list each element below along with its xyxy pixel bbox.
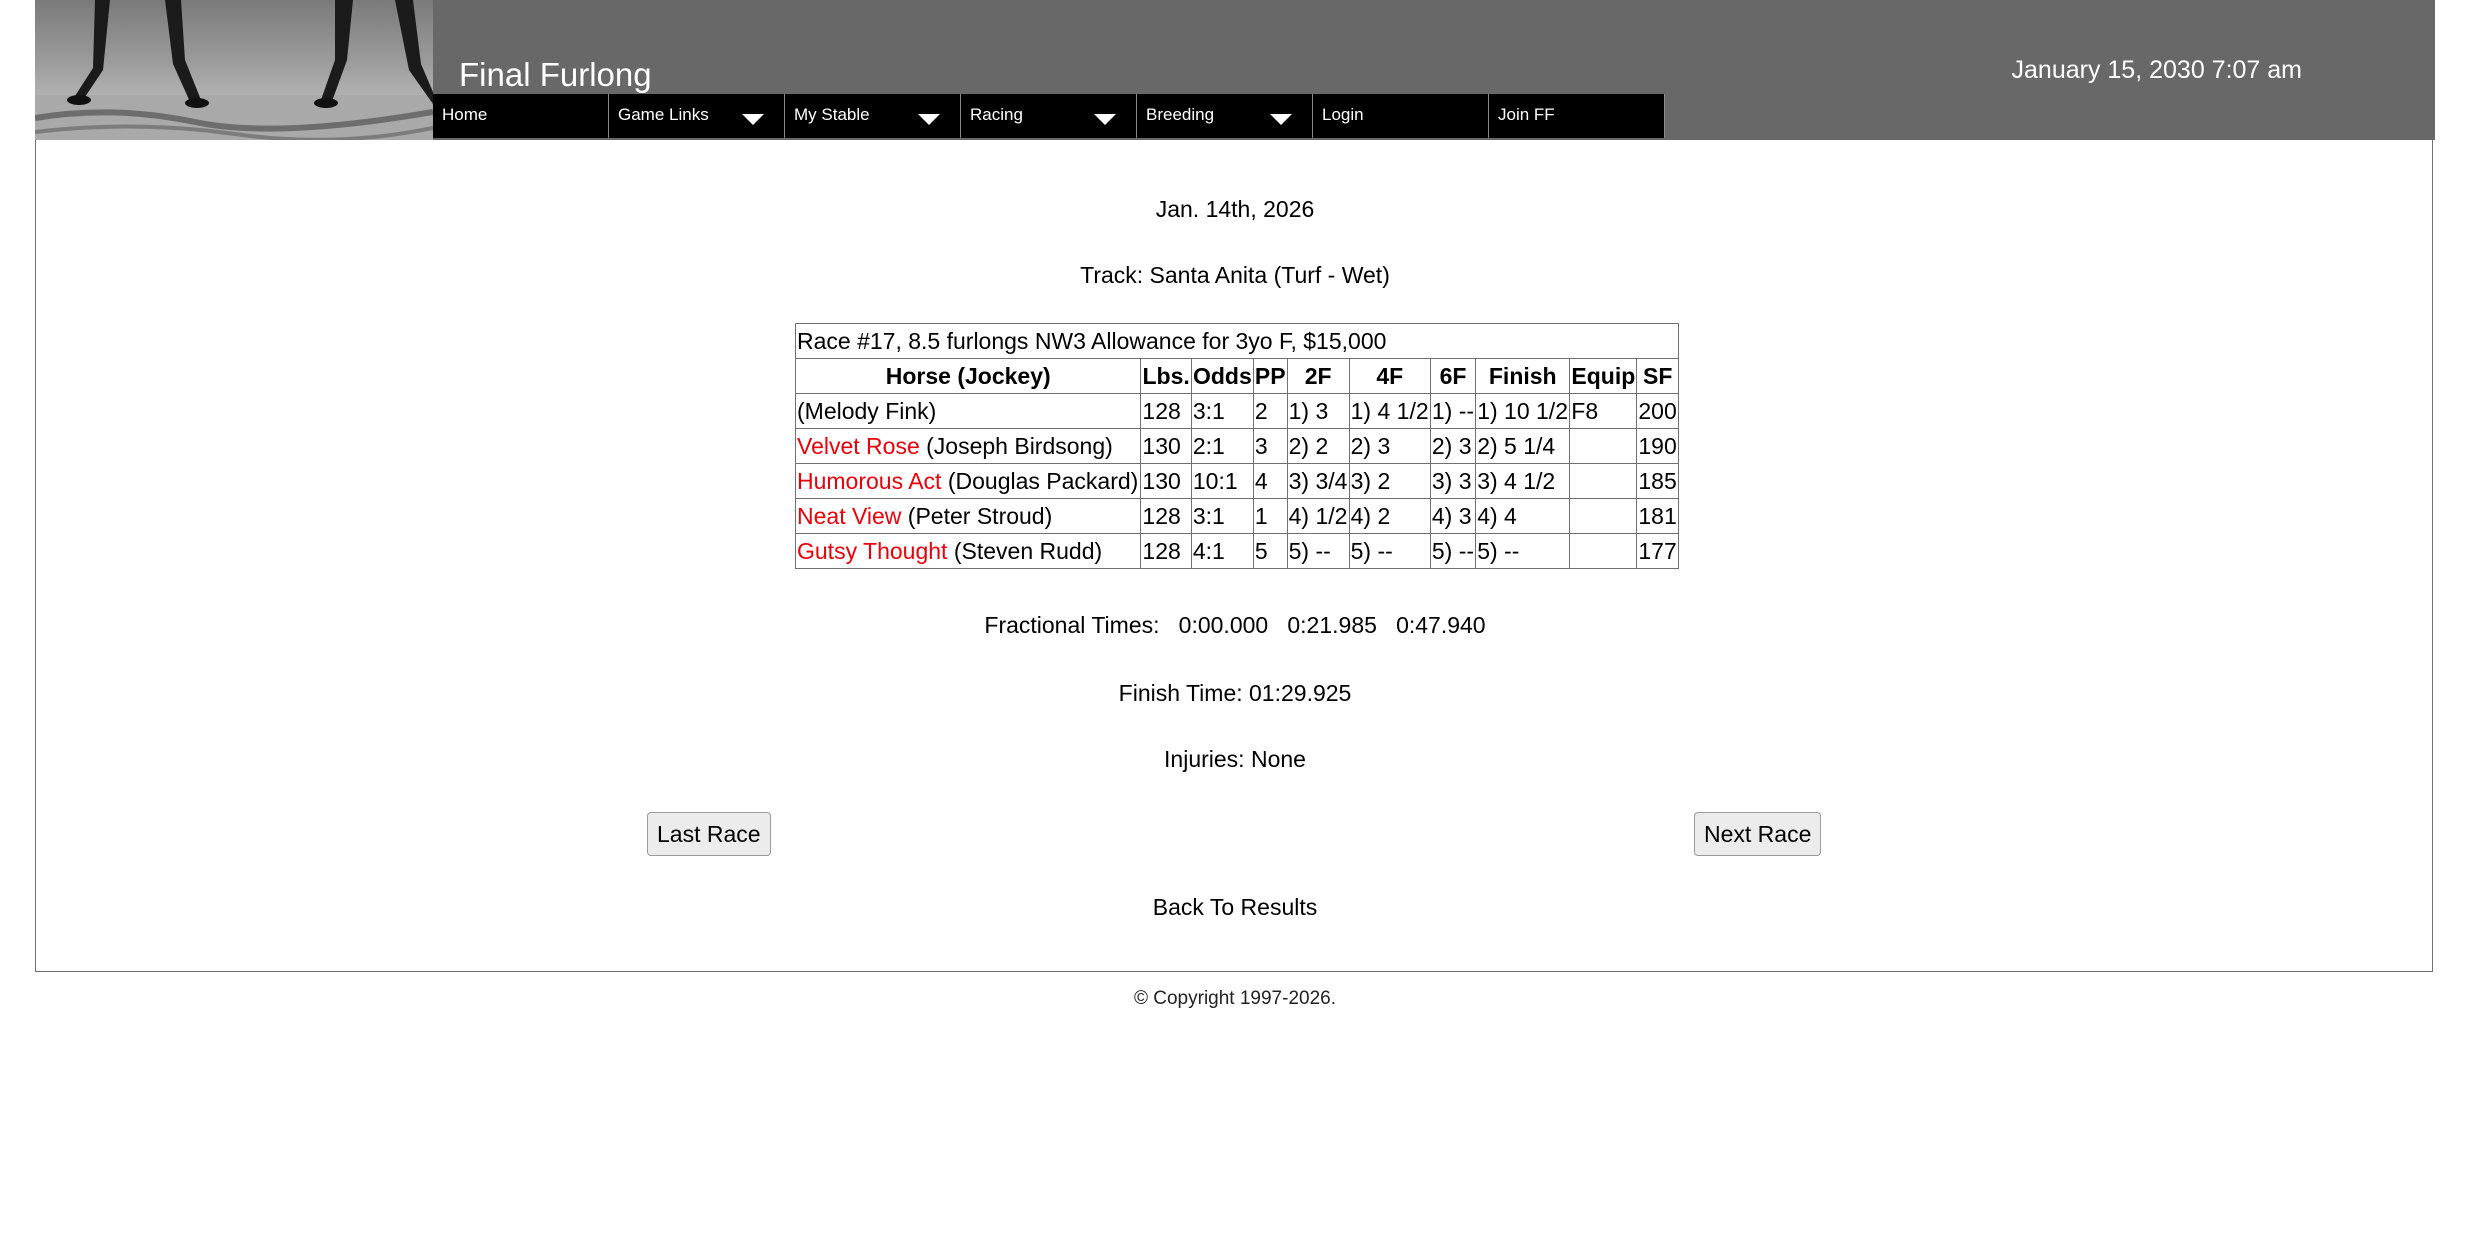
- nav-label: Breeding: [1146, 105, 1215, 124]
- sf-cell: 177: [1637, 534, 1679, 569]
- odds-cell: 10:1: [1191, 464, 1253, 499]
- 2f-cell: 1) 3: [1287, 394, 1349, 429]
- odds-cell: 2:1: [1191, 429, 1253, 464]
- nav-label: Game Links: [618, 105, 709, 124]
- lbs-cell: 128: [1141, 394, 1191, 429]
- jockey-name: (Steven Rudd): [947, 537, 1103, 564]
- dropdown-arrow-icon: [1094, 114, 1116, 125]
- nav-label: My Stable: [794, 105, 870, 124]
- race-results-table: [795, 323, 1679, 569]
- next-race-button[interactable]: Next Race: [1694, 812, 1821, 856]
- jockey-name: (Douglas Packard): [941, 467, 1139, 494]
- jockey-name: (Melody Fink): [797, 397, 937, 424]
- race-title: Race #17, 8.5 furlongs NW3 Allowance for 3yo F, $15,000: [796, 324, 1679, 359]
- nav-my-stable[interactable]: [785, 94, 961, 138]
- 4f-cell: 1) 4 1/2: [1349, 394, 1430, 429]
- lbs-cell: 128: [1141, 499, 1191, 534]
- finish-time: Finish Time: 01:29.925: [1118, 680, 1352, 706]
- nav-login[interactable]: [1313, 94, 1489, 138]
- 4f-cell: 3) 2: [1349, 464, 1430, 499]
- jockey-name: (Peter Stroud): [901, 502, 1053, 529]
- 2f-cell: 4) 1/2: [1287, 499, 1349, 534]
- col-equip: Equip: [1570, 359, 1637, 394]
- horse-link[interactable]: Neat View: [797, 502, 902, 529]
- horse-cell: [796, 394, 1141, 429]
- 6f-cell: 4) 3: [1430, 499, 1475, 534]
- nav-home[interactable]: [433, 94, 609, 138]
- injuries: Injuries: None: [1164, 746, 1306, 772]
- pp-cell: 2: [1253, 394, 1287, 429]
- col-finish: Finish: [1476, 359, 1570, 394]
- lbs-cell: 130: [1141, 464, 1191, 499]
- nav-join-ff[interactable]: [1489, 94, 1665, 138]
- horse-link[interactable]: Humorous Act: [797, 467, 942, 494]
- lbs-cell: 128: [1141, 534, 1191, 569]
- table-row: [796, 499, 1679, 534]
- odds-cell: 3:1: [1191, 394, 1253, 429]
- horse-cell: [796, 499, 1141, 534]
- sf-cell: 200: [1637, 394, 1679, 429]
- col-sf: SF: [1637, 359, 1679, 394]
- 4f-cell: 4) 2: [1349, 499, 1430, 534]
- pp-cell: 4: [1253, 464, 1287, 499]
- 6f-cell: 5) --: [1430, 534, 1475, 569]
- back-link-row: [35, 894, 2435, 921]
- col-lbs: Lbs.: [1141, 359, 1191, 394]
- col-pp: PP: [1253, 359, 1287, 394]
- finish-cell: 2) 5 1/4: [1476, 429, 1570, 464]
- equip-cell: [1570, 534, 1637, 569]
- dropdown-arrow-icon: [742, 114, 764, 125]
- 6f-cell: 2) 3: [1430, 429, 1475, 464]
- race-track: Track: Santa Anita (Turf - Wet): [1080, 262, 1390, 288]
- jockey-name: (Joseph Birdsong): [919, 432, 1113, 459]
- fractional-times: Fractional Times: 0:00.000 0:21.985 0:47.940: [984, 612, 1486, 638]
- finish-cell: 5) --: [1476, 534, 1570, 569]
- 2f-cell: 2) 2: [1287, 429, 1349, 464]
- equip-cell: [1570, 499, 1637, 534]
- table-row: [796, 429, 1679, 464]
- odds-cell: 3:1: [1191, 499, 1253, 534]
- finish-cell: 1) 10 1/2: [1476, 394, 1570, 429]
- race-title-row: [796, 324, 1679, 359]
- 4f-cell: 5) --: [1349, 534, 1430, 569]
- col-horse: Horse (Jockey): [796, 359, 1141, 394]
- horse-cell: [796, 464, 1141, 499]
- dropdown-arrow-icon: [918, 114, 940, 125]
- finish-cell: 3) 4 1/2: [1476, 464, 1570, 499]
- odds-cell: 4:1: [1191, 534, 1253, 569]
- 6f-cell: 3) 3: [1430, 464, 1475, 499]
- lbs-cell: 130: [1141, 429, 1191, 464]
- finish-cell: 4) 4: [1476, 499, 1570, 534]
- 6f-cell: 1) --: [1430, 394, 1475, 429]
- nav-label: Home: [442, 105, 488, 124]
- table-header-row: [796, 359, 1679, 394]
- site-header: [35, 0, 2435, 140]
- nav-label: Racing: [970, 105, 1023, 124]
- dropdown-arrow-icon: [1270, 114, 1292, 125]
- pp-cell: 5: [1253, 534, 1287, 569]
- horse-cell: [796, 534, 1141, 569]
- nav-label: Join FF: [1498, 105, 1555, 124]
- 2f-cell: 3) 3/4: [1287, 464, 1349, 499]
- table-row: [796, 464, 1679, 499]
- col-odds: Odds: [1191, 359, 1253, 394]
- race-date: Jan. 14th, 2026: [1155, 196, 1315, 222]
- pp-cell: 1: [1253, 499, 1287, 534]
- horse-link[interactable]: Velvet Rose: [797, 432, 920, 459]
- equip-cell: [1570, 464, 1637, 499]
- sf-cell: 181: [1637, 499, 1679, 534]
- nav-game-links[interactable]: [609, 94, 785, 138]
- nav-breeding[interactable]: [1137, 94, 1313, 138]
- col-2f: 2F: [1287, 359, 1349, 394]
- nav-label: Login: [1322, 105, 1364, 124]
- table-row: [796, 534, 1679, 569]
- sf-cell: 190: [1637, 429, 1679, 464]
- main-nav: [433, 94, 1665, 138]
- equip-cell: [1570, 429, 1637, 464]
- table-row: [796, 394, 1679, 429]
- col-6f: 6F: [1430, 359, 1475, 394]
- 2f-cell: 5) --: [1287, 534, 1349, 569]
- pp-cell: 3: [1253, 429, 1287, 464]
- site-title[interactable]: Final Furlong: [459, 56, 652, 93]
- copyright: © Copyright 1997-2026.: [1133, 988, 1336, 1009]
- nav-racing[interactable]: [961, 94, 1137, 138]
- equip-cell: F8: [1570, 394, 1637, 429]
- back-to-results-link[interactable]: Back To Results: [1152, 894, 1318, 920]
- col-4f: 4F: [1349, 359, 1430, 394]
- last-race-button[interactable]: Last Race: [647, 812, 771, 856]
- sf-cell: 185: [1637, 464, 1679, 499]
- header-datetime: January 15, 2030 7:07 am: [2011, 56, 2302, 84]
- horse-cell: [796, 429, 1141, 464]
- 4f-cell: 2) 3: [1349, 429, 1430, 464]
- horse-legs-photo: [35, 0, 433, 140]
- horse-link[interactable]: Gutsy Thought: [797, 537, 948, 564]
